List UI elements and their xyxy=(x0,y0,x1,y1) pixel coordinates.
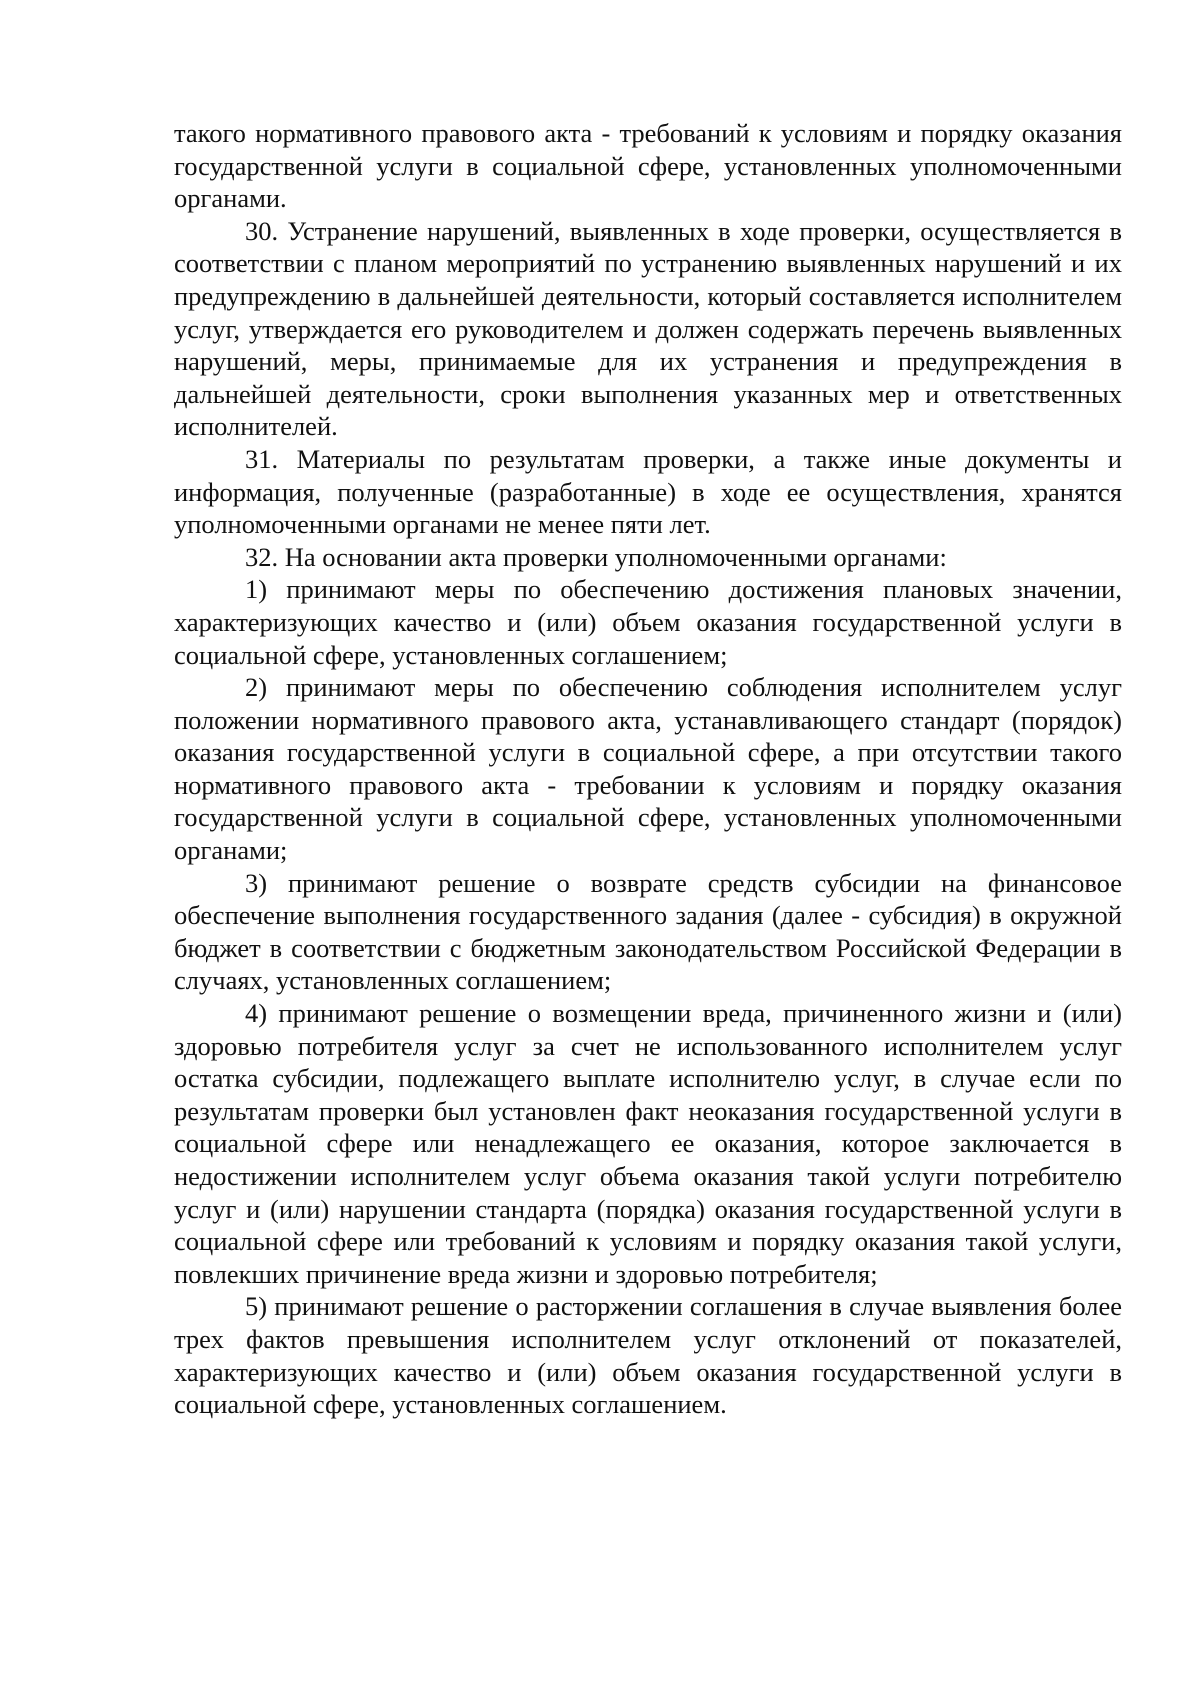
paragraph-continuation: такого нормативного правового акта - требований к условиям и порядку оказания государственной услуги в социальной сфере, установленных уполномоченными органами. xyxy=(174,118,1122,214)
paragraph-item-32-2: 2) принимают меры по обеспечению соблюдения исполнителем услуг положении нормативного правового акта, устанавливающего стандарт (порядок) оказания государственной услуги в социальной сфере, а при отсутствии такого нормативного правового акта - требовании к условиям и порядку оказания государственной услуги в социальной сфере, установленных уполномоченными органами; xyxy=(174,672,1122,866)
paragraph-item-32: 32. На основании акта проверки уполномоченными органами: xyxy=(245,541,947,572)
paragraph-item-32-4: 4) принимают решение о возмещении вреда, причиненного жизни и (или) здоровью потребителя услуг за счет не использованного исполнителем услуг остатка субсидии, подлежащего выплате исполнителю услуг, в случае если по результатам проверки был установлен факт неоказания государственной услуги в социальной сфере или ненадлежащего ее оказания, которое заключается в недостижении исполнителем услуг объема оказания такой услуги потребителю услуг и (или) нарушении стандарта (порядка) оказания государственной услуги в социальной сфере или требований к условиям и порядку оказания такой услуги, повлекших причинение вреда жизни и здоровью потребителя; xyxy=(174,998,1122,1289)
document-body xyxy=(174,117,1122,1421)
paragraph-item-30: 30. Устранение нарушений, выявленных в ходе проверки, осуществляется в соответствии с планом мероприятий по устранению выявленных нарушений и их предупреждению в дальнейшей деятельности, который составляется исполнителем услуг, утверждается его руководителем и должен содержать перечень выявленных нарушений, меры, принимаемые для их устранения и предупреждения в дальнейшей деятельности, сроки выполнения указанных мер и ответственных исполнителей. xyxy=(174,215,1122,442)
paragraph-item-32-1: 1) принимают меры по обеспечению достижения плановых значении, характеризующих качество и (или) объем оказания государственной услуги в социальной сфере, установленных соглашением; xyxy=(174,574,1122,670)
paragraph-item-32-5: 5) принимают решение о расторжении соглашения в случае выявления более трех фактов превышения исполнителем услуг отклонений от показателей, характеризующих качество и (или) объем оказания государственной услуги в социальной сфере, установленных соглашением. xyxy=(174,1291,1122,1420)
paragraph-item-31: 31. Материалы по результатам проверки, а также иные документы и информация, полученные (разработанные) в ходе ее осуществления, хранятся уполномоченными органами не менее пяти лет. xyxy=(174,443,1122,540)
paragraph-item-32-3: 3) принимают решение о возврате средств субсидии на финансовое обеспечение выполнения государственного задания (далее - субсидия) в окружной бюджет в соответствии с бюджетным законодательством Российской Федерации в случаях, установленных соглашением; xyxy=(174,867,1122,996)
